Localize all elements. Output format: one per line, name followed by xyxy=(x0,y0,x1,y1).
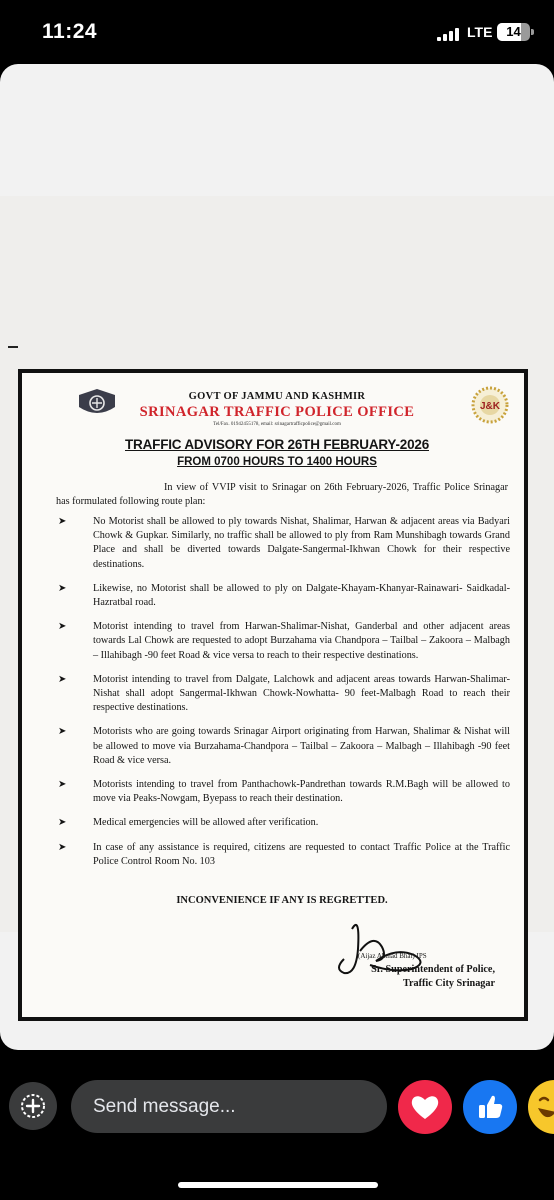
route-point xyxy=(58,725,510,768)
status-bar xyxy=(0,0,554,62)
route-point xyxy=(58,816,510,830)
route-point xyxy=(58,582,510,610)
bullet-arrow-icon: ➤ xyxy=(58,582,67,594)
scan-mark xyxy=(8,346,18,348)
advisory-title: TRAFFIC ADVISORY FOR 26TH FEBRUARY-2026 xyxy=(125,437,429,452)
battery-icon xyxy=(497,23,530,41)
route-point-text: No Motorist shall be allowed to ply towards Nishat, Shalimar, Harwan & adjacent areas via Badyari Chowk & Gupkar. Similarly, no traffic shall be allowed to ply from Ram Munshibagh towards Grand Place and shall be diverted towards Dalgate-Sangermal-Ikhwan Chowk for their respective destinations. xyxy=(93,516,510,570)
add-button[interactable] xyxy=(9,1082,57,1130)
bullet-arrow-icon: ➤ xyxy=(58,516,67,527)
add-icon xyxy=(19,1092,47,1120)
thumbs-up-icon xyxy=(475,1092,505,1122)
signatory-title-line: Sr. Superintendent of Police, xyxy=(371,964,495,975)
route-point-text: Likewise, no Motorist shall be allowed to ply on Dalgate-Khayam-Khanyar-Rainawari- Saidkadal-Hazratbal road. xyxy=(93,582,510,609)
route-point xyxy=(58,620,510,663)
bullet-arrow-icon: ➤ xyxy=(58,841,67,853)
govt-heading: GOVT OF JAMMU AND KASHMIR xyxy=(188,391,366,402)
route-point-text: Motorists who are going towards Srinagar Airport originating from Harwan, Shalimar & Nishat will be allowed to move via Burzahama-Chandpora – Tailbal – Zakoora – Malbagh – Illahibagh -90 feet Road & vice versa. xyxy=(93,726,510,766)
advisory-timing: FROM 0700 HOURS TO 1400 HOURS xyxy=(177,456,377,468)
send-message-input[interactable]: Send message... xyxy=(71,1080,387,1133)
route-point-text: Motorist intending to travel from Dalgate, Lalchowk and adjacent areas towards Harwan-Shalimar-Nishat shall adopt Sangermal-Ikhwan Chowk-Nowhatta- 90 feet-Malbagh Road to reach their respective destinations. xyxy=(93,673,510,714)
love-reaction-button[interactable] xyxy=(398,1080,452,1134)
signal-strength-icon xyxy=(437,28,459,41)
route-point-text: Motorists intending to travel from Panthachowk-Pandrethan towards R.M.Bagh will be allowed to move via Peaks-Nowgam, Byepass to reach their destination. xyxy=(93,779,510,805)
regret-note: INCONVENIENCE IF ANY IS REGRETTED. xyxy=(176,895,388,906)
bullet-arrow-icon: ➤ xyxy=(58,621,67,633)
svg-text:J&K: J&K xyxy=(479,401,501,412)
battery-percent: 14 xyxy=(506,24,521,39)
signatory-name: (Aijaz Ahmad Bhat) IPS xyxy=(358,952,427,960)
heart-icon xyxy=(410,1093,440,1121)
office-heading: SRINAGAR TRAFFIC POLICE OFFICE xyxy=(139,404,415,420)
bullet-arrow-icon: ➤ xyxy=(58,779,67,791)
route-point-text: In case of any assistance is required, citizens are requested to contact Traffic Police at the Traffic Police Control Room No. 103 xyxy=(93,841,510,867)
route-point xyxy=(58,778,510,806)
home-indicator xyxy=(178,1182,378,1188)
bullet-arrow-icon: ➤ xyxy=(58,817,67,829)
clock: 11:24 xyxy=(42,20,98,43)
route-point xyxy=(58,841,510,869)
bullet-arrow-icon: ➤ xyxy=(58,673,67,685)
route-point-text: Motorist intending to travel from Harwan-Shalimar-Nishat, Ganderbal and other adjacent areas towards Lal Chowk are requested to adopt Burzahama via Chandpora – Tailbal – Zakoora – Malbagh – Illahibagh -90 feet Road & vice versa to reach to their respective destinations. xyxy=(93,621,510,661)
route-point xyxy=(58,515,510,572)
signatory-designation xyxy=(333,963,495,991)
route-point-text: Medical emergencies will be allowed after verification. xyxy=(93,817,319,829)
office-contact: Tel/Fax. 01942455178, email: srinagartrafficpolice@gmail.com xyxy=(213,422,341,427)
bullet-arrow-icon: ➤ xyxy=(58,726,67,738)
image-viewer-card[interactable] xyxy=(0,64,554,1050)
advisory-intro: In view of VVIP visit to Srinagar on 26th February-2026, Traffic Police Srinagar has formulated following route plan: xyxy=(56,482,508,507)
network-type: LTE xyxy=(467,24,493,40)
advisory-photo xyxy=(0,196,554,989)
route-plan-list xyxy=(58,515,510,879)
like-reaction-button[interactable] xyxy=(463,1080,517,1134)
traffic-advisory-document xyxy=(18,369,528,1021)
signatory-title-line: Traffic City Srinagar xyxy=(402,978,495,989)
battery-cap xyxy=(531,29,534,35)
route-point xyxy=(58,673,510,716)
